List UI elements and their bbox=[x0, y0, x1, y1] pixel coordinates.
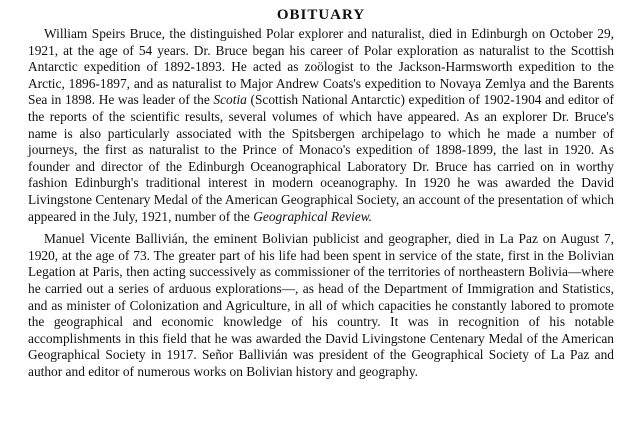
ship-name-italic: Scotia bbox=[213, 92, 247, 108]
journal-title-italic: Geographical Review. bbox=[253, 208, 372, 224]
obituary-paragraph-bruce bbox=[28, 26, 614, 225]
paragraph-text: (Scottish National Antarctic) expedition of 1902-1904 and editor of the reports of the scientific results, several volumes of which have appeared. As an explorer Dr. Bruce's name is also particularly associated with the Spitsbergen archipelago to which he made a number of journeys, the first as naturalist to the Prince of Monaco's expedition of 1898-1899, the last in 1920. As founder and director of the Edinburgh Oceanographical Laboratory Dr. Bruce has carried on in worthy fashion Edinburgh's traditional interest in modern oceanography. In 1920 he was awarded the David Livingstone Centenary Medal of the American Geographical Society, an account of the presentation of which appeared in the July, 1921, number of the bbox=[28, 92, 615, 224]
obituary-page bbox=[28, 6, 614, 380]
obituary-paragraph-ballivian bbox=[28, 231, 614, 380]
paragraph-text: William Speirs Bruce, the distinguished Polar explorer and naturalist, died in Edinburgh on October 29, 1921, at the age of 54 years. Dr. Bruce began his career of Polar exploration as naturalist to the Scottish Antarctic expedition of 1892-1893. He acted as zoölogist to the Jackson-Harmsworth expedition to the Arctic, 1896-1897, and as naturalist to Major Andrew Coats's expedition to Novaya Zemlya and the Barents Sea in 1898. He was leader of the bbox=[28, 26, 614, 108]
page-heading: OBITUARY bbox=[276, 7, 366, 23]
paragraph-text: Manuel Vicente Ballivián, the eminent Bolivian publicist and geographer, died in La Paz on August 7, 1920, at the age of 73. The greater part of his life had been spent in service of the state, first in the Bolivian Legation at Paris, then acting successively as commissioner of the territories of northeastern Bolivia—where he carried out a series of arduous explorations—, as head of the Department of Immigration and Statistics, and as minister of Colonization and Agriculture, in all of which capacities he constantly labored to promote the geographical and economic knowledge of his country. It was in recognition of his notable accomplishments in this field that he was awarded the David Livingstone Centenary Medal of the American Geographical Society in 1917. Señor Ballivián was president of the Geographical Society of La Paz and author and editor of numerous works on Bolivian history and geography. bbox=[28, 231, 614, 379]
